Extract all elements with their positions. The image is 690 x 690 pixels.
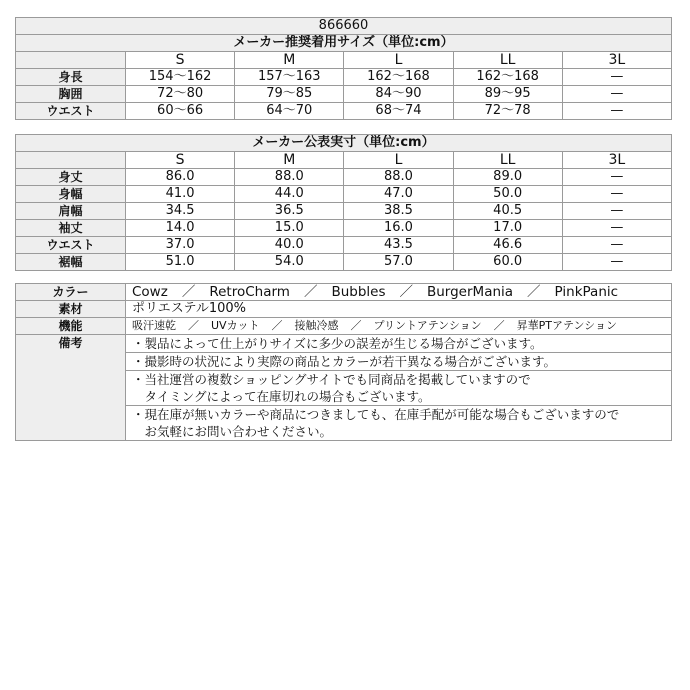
function-item: プリントアテンション bbox=[373, 319, 482, 332]
cell: 41.0 bbox=[126, 186, 235, 203]
size-header: LL bbox=[453, 152, 562, 169]
function-list: 吸汗速乾 ／ UVカット ／ 接触冷感 ／ プリントアテンション ／ 昇華PTアテンション bbox=[126, 318, 672, 335]
cell: — bbox=[562, 254, 671, 271]
cell: 40.0 bbox=[235, 237, 344, 254]
row-label: 胸囲 bbox=[16, 86, 126, 103]
table-row bbox=[16, 220, 672, 237]
size-header: S bbox=[126, 152, 235, 169]
cell: 88.0 bbox=[344, 169, 453, 186]
cell: 64〜70 bbox=[235, 103, 344, 120]
actual-measurements-table bbox=[15, 134, 672, 271]
cell: — bbox=[562, 203, 671, 220]
cell: 162〜168 bbox=[453, 69, 562, 86]
row-label: 身丈 bbox=[16, 169, 126, 186]
cell: 72〜80 bbox=[126, 86, 235, 103]
cell: 37.0 bbox=[126, 237, 235, 254]
cell: 16.0 bbox=[344, 220, 453, 237]
cell: 72〜78 bbox=[453, 103, 562, 120]
note-line: お気軽にお問い合わせください。 bbox=[132, 424, 333, 439]
color-list: Cowz ／ RetroCharm ／ Bubbles ／ BurgerMania ／ PinkPanic bbox=[126, 284, 672, 301]
size-header: LL bbox=[453, 52, 562, 69]
function-item: 吸汗速乾 bbox=[132, 319, 176, 332]
cell: 36.5 bbox=[235, 203, 344, 220]
recommended-size-table bbox=[15, 17, 672, 120]
note-line: ・製品によって仕上がりサイズに多少の誤差が生じる場合がございます。 bbox=[132, 336, 543, 351]
row-label: 袖丈 bbox=[16, 220, 126, 237]
color-label: カラー bbox=[16, 284, 126, 301]
row-label: 肩幅 bbox=[16, 203, 126, 220]
cell: 60〜66 bbox=[126, 103, 235, 120]
cell: 38.5 bbox=[344, 203, 453, 220]
cell: 84〜90 bbox=[344, 86, 453, 103]
size-header-row bbox=[16, 52, 672, 69]
function-item: 接触冷感 bbox=[294, 319, 339, 332]
cell: 51.0 bbox=[126, 254, 235, 271]
color-option: RetroCharm bbox=[209, 284, 290, 300]
cell: — bbox=[562, 237, 671, 254]
row-label: 身長 bbox=[16, 69, 126, 86]
color-row bbox=[16, 284, 672, 301]
cell: 47.0 bbox=[344, 186, 453, 203]
cell: 79〜85 bbox=[235, 86, 344, 103]
cell: 54.0 bbox=[235, 254, 344, 271]
table-row bbox=[16, 169, 672, 186]
cell: 157〜163 bbox=[235, 69, 344, 86]
table-row bbox=[16, 254, 672, 271]
color-option: Cowz bbox=[132, 284, 168, 300]
material-row bbox=[16, 301, 672, 318]
size-header: 3L bbox=[562, 152, 671, 169]
size-header: L bbox=[344, 152, 453, 169]
size-header: L bbox=[344, 52, 453, 69]
function-row bbox=[16, 318, 672, 335]
color-option: PinkPanic bbox=[554, 284, 619, 300]
cell: 44.0 bbox=[235, 186, 344, 203]
table-row bbox=[16, 186, 672, 203]
function-label: 機能 bbox=[16, 318, 126, 335]
table-row bbox=[16, 69, 672, 86]
row-label: 裾幅 bbox=[16, 254, 126, 271]
table-row bbox=[16, 237, 672, 254]
note-line: タイミングによって在庫切れの場合もございます。 bbox=[132, 389, 431, 404]
function-item: UVカット bbox=[211, 319, 260, 332]
cell: 15.0 bbox=[235, 220, 344, 237]
cell: 162〜168 bbox=[344, 69, 453, 86]
cell: 40.5 bbox=[453, 203, 562, 220]
cell: 50.0 bbox=[453, 186, 562, 203]
product-code: 866660 bbox=[16, 18, 672, 35]
function-item: 昇華PTアテンション bbox=[516, 319, 617, 332]
note-line: ・当社運営の複数ショッピングサイトでも同商品を掲載していますので bbox=[132, 372, 531, 387]
cell: — bbox=[562, 86, 671, 103]
cell: 68〜74 bbox=[344, 103, 453, 120]
cell: — bbox=[562, 69, 671, 86]
row-label: ウエスト bbox=[16, 103, 126, 120]
note-item bbox=[126, 335, 672, 353]
table-title: メーカー公表実寸（単位:cm） bbox=[16, 135, 672, 152]
note-item bbox=[126, 353, 672, 371]
cell: — bbox=[562, 169, 671, 186]
note-item bbox=[126, 371, 672, 406]
cell: — bbox=[562, 220, 671, 237]
table-title: メーカー推奨着用サイズ（単位:cm） bbox=[16, 35, 672, 52]
size-header: 3L bbox=[562, 52, 671, 69]
cell: 89.0 bbox=[453, 169, 562, 186]
cell: — bbox=[562, 103, 671, 120]
cell: 60.0 bbox=[453, 254, 562, 271]
size-header: S bbox=[126, 52, 235, 69]
cell: 154〜162 bbox=[126, 69, 235, 86]
size-header-row bbox=[16, 152, 672, 169]
material-label: 素材 bbox=[16, 301, 126, 318]
cell: 88.0 bbox=[235, 169, 344, 186]
color-option: Bubbles bbox=[331, 284, 386, 300]
cell: 17.0 bbox=[453, 220, 562, 237]
color-option: BurgerMania bbox=[426, 284, 514, 300]
product-info-table bbox=[15, 283, 672, 441]
row-label: 身幅 bbox=[16, 186, 126, 203]
table-row bbox=[16, 86, 672, 103]
cell: 43.5 bbox=[344, 237, 453, 254]
row-label: ウエスト bbox=[16, 237, 126, 254]
notes-label: 備考 bbox=[16, 335, 126, 441]
cell: 86.0 bbox=[126, 169, 235, 186]
cell: 46.6 bbox=[453, 237, 562, 254]
table-row bbox=[16, 103, 672, 120]
note-line: ・撮影時の状況により実際の商品とカラーが若干異なる場合がございます。 bbox=[132, 354, 557, 369]
cell: 14.0 bbox=[126, 220, 235, 237]
cell: 34.5 bbox=[126, 203, 235, 220]
cell: 89〜95 bbox=[453, 86, 562, 103]
note-line: ・現在庫が無いカラーや商品につきましても、在庫手配が可能な場合もございますので bbox=[132, 407, 620, 422]
size-header: M bbox=[235, 152, 344, 169]
notes-row bbox=[16, 335, 672, 353]
material-value: ポリエステル100% bbox=[126, 301, 672, 318]
cell: — bbox=[562, 186, 671, 203]
cell: 57.0 bbox=[344, 254, 453, 271]
table-row bbox=[16, 203, 672, 220]
note-item bbox=[126, 406, 672, 441]
size-header: M bbox=[235, 52, 344, 69]
